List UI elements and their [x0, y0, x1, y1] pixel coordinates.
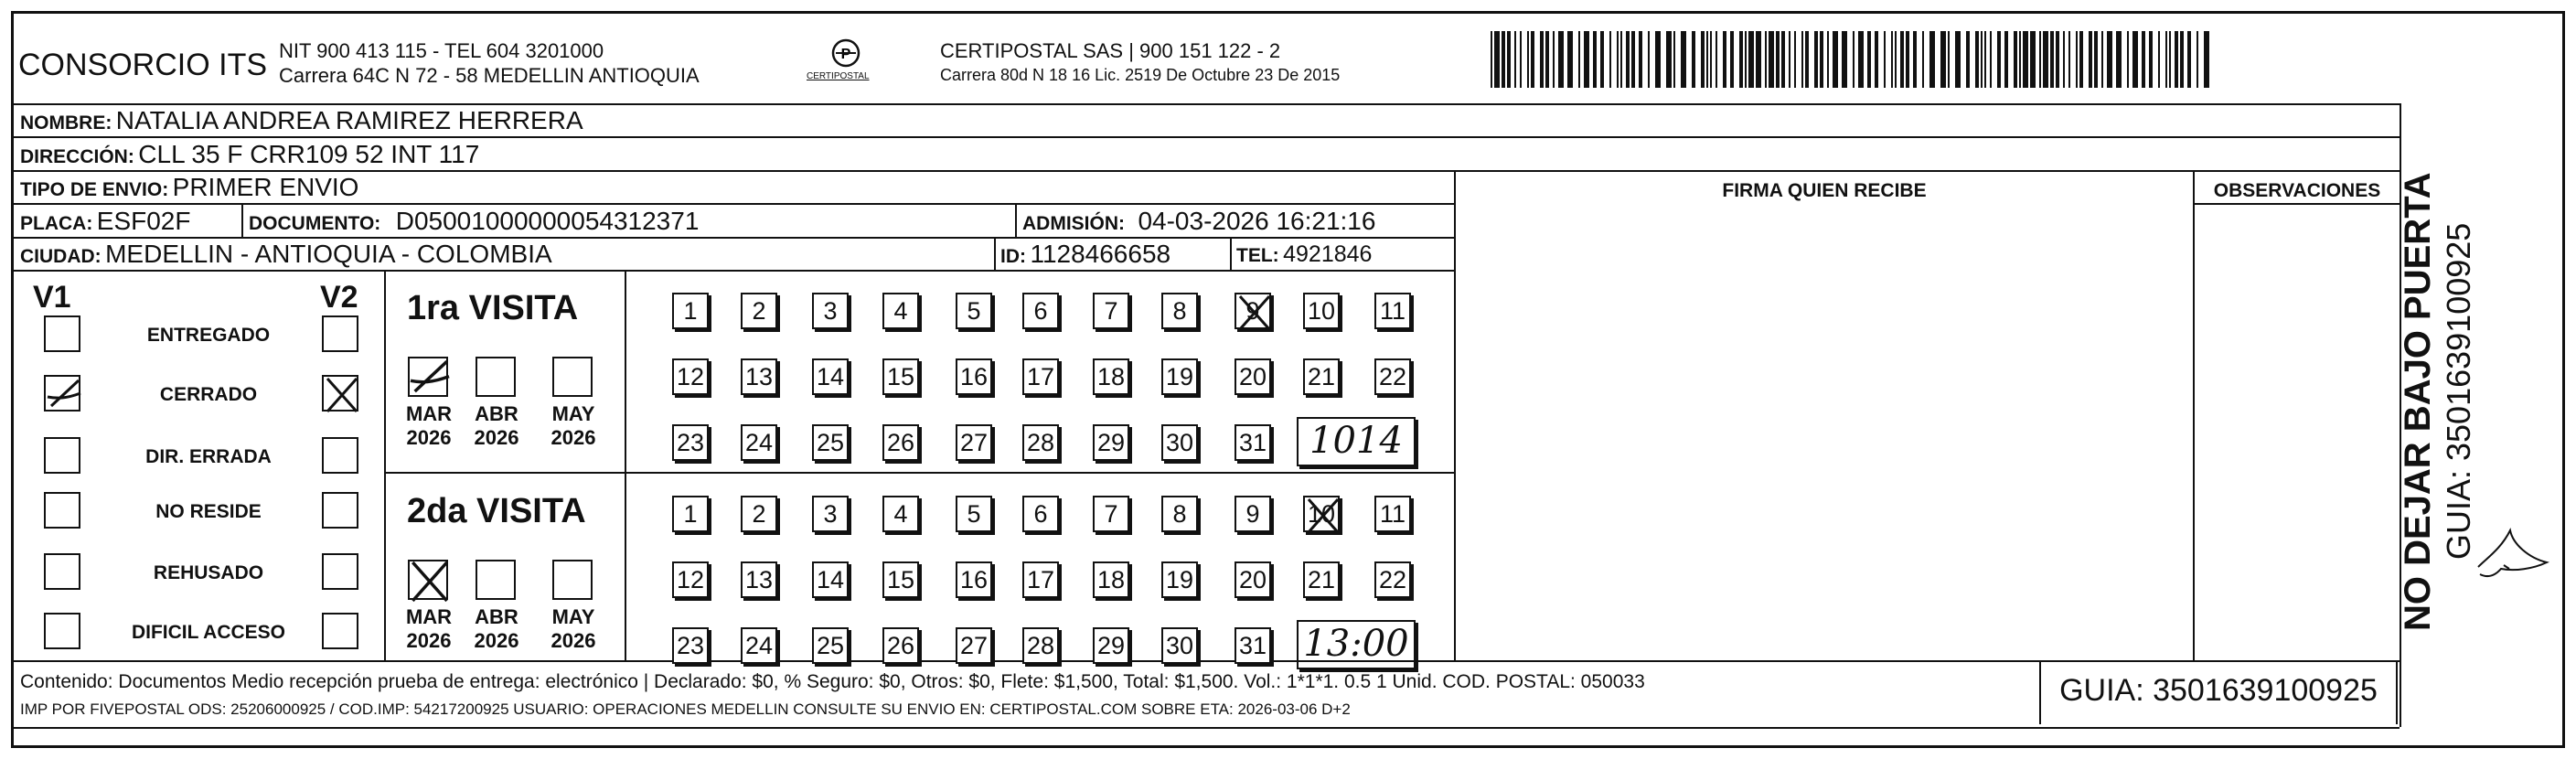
direccion-row: [20, 140, 479, 169]
carrier-info: [940, 38, 1340, 88]
day-box[interactable]: 3: [812, 496, 849, 532]
day-box[interactable]: 4: [882, 293, 919, 329]
rule: [1454, 170, 1456, 660]
status-label: ENTREGADO: [146, 325, 271, 346]
v2-header: V2: [320, 280, 358, 315]
status-v2-checkbox[interactable]: [322, 315, 358, 352]
month-name: MAY: [551, 402, 595, 425]
rule: [994, 237, 996, 270]
day-box[interactable]: 17: [1022, 358, 1059, 395]
day-box[interactable]: 24: [741, 424, 777, 461]
day-box[interactable]: 16: [956, 561, 992, 598]
tel-label: TEL:: [1236, 245, 1279, 266]
handwritten-time: 1014: [1297, 417, 1416, 466]
day-box[interactable]: 21: [1303, 358, 1340, 395]
status-v2-checkbox[interactable]: [322, 437, 358, 474]
warning-text: NO DEJAR BAJO PUERTA: [2398, 172, 2438, 631]
month-year: 2026: [550, 426, 596, 449]
day-box[interactable]: 28: [1022, 424, 1059, 461]
day-box[interactable]: 14: [812, 358, 849, 395]
day-box[interactable]: 9: [1235, 496, 1271, 532]
rule: [1015, 203, 1017, 237]
day-box[interactable]: 1: [672, 496, 709, 532]
status-v1-checkbox[interactable]: [44, 613, 80, 649]
status-v1-checkbox[interactable]: [44, 437, 80, 474]
company-name: CONSORCIO ITS: [18, 48, 268, 82]
logo-caption: CERTIPOSTAL: [807, 71, 870, 81]
month-checkbox[interactable]: [476, 357, 516, 397]
month-label: [465, 605, 529, 653]
side-guia: GUIA: 3501639100925: [2440, 222, 2477, 560]
svg-text:P: P: [840, 47, 851, 62]
month-checkbox[interactable]: [552, 560, 593, 600]
month-name: MAR: [405, 402, 453, 425]
month-year: 2026: [406, 629, 452, 652]
month-label: [541, 402, 605, 450]
day-box[interactable]: 20: [1235, 358, 1271, 395]
tipo-value: PRIMER ENVIO: [172, 173, 359, 201]
carrier-address: Carrera 80d N 18 16 Lic. 2519 De Octubre 23 De 2015: [940, 66, 1341, 84]
rule: [13, 103, 2400, 105]
rule: [13, 203, 1454, 205]
month-label: [465, 402, 529, 450]
rule: [1230, 237, 1232, 270]
day-box[interactable]: 4: [882, 496, 919, 532]
documento-value: D05001000000054312371: [395, 207, 700, 235]
day-box[interactable]: 3: [812, 293, 849, 329]
company-info: [279, 38, 700, 88]
day-box[interactable]: 25: [812, 424, 849, 461]
v1-header: V1: [33, 280, 71, 315]
company-nit: NIT 900 413 115 - TEL 604 3201000: [279, 39, 604, 62]
id-cell: [1000, 240, 1170, 269]
rule: [13, 270, 1454, 272]
month-checkbox[interactable]: [476, 560, 516, 600]
month-label: [397, 402, 461, 450]
company-address: Carrera 64C N 72 - 58 MEDELLIN ANTIOQUIA: [279, 64, 700, 87]
day-box[interactable]: 15: [882, 561, 919, 598]
month-label: [541, 605, 605, 653]
day-box[interactable]: 8: [1161, 293, 1198, 329]
rule: [625, 270, 626, 660]
status-label: DIFICIL ACCESO: [131, 622, 285, 643]
day-box[interactable]: 18: [1093, 561, 1129, 598]
day-box[interactable]: 31: [1235, 424, 1271, 461]
status-v2-checkbox[interactable]: [322, 553, 358, 590]
tipo-label: TIPO DE ENVIO:: [20, 179, 169, 200]
day-box[interactable]: 13: [741, 358, 777, 395]
day-box[interactable]: 10: [1303, 293, 1340, 329]
day-box[interactable]: 31: [1235, 627, 1271, 664]
status-v2-checkbox[interactable]: [322, 375, 358, 412]
handwritten-time: 13:00: [1297, 620, 1416, 669]
placa-value: ESF02F: [96, 207, 191, 235]
day-box[interactable]: 23: [672, 424, 709, 461]
status-label: REHUSADO: [153, 562, 264, 583]
nombre-row: [20, 106, 583, 135]
day-box[interactable]: 12: [672, 561, 709, 598]
status-label: CERRADO: [159, 384, 258, 405]
day-box[interactable]: 19: [1161, 358, 1198, 395]
status-v1-checkbox[interactable]: [44, 315, 80, 352]
day-box[interactable]: 26: [882, 627, 919, 664]
day-box[interactable]: 27: [956, 627, 992, 664]
month-checkbox[interactable]: [552, 357, 593, 397]
day-box[interactable]: 22: [1374, 358, 1411, 395]
nombre-value: NATALIA ANDREA RAMIREZ HERRERA: [115, 106, 583, 134]
certipostal-logo-icon: [805, 35, 887, 90]
barcode: [1491, 31, 2218, 88]
day-box[interactable]: 18: [1093, 358, 1129, 395]
day-box[interactable]: 5: [956, 293, 992, 329]
id-value: 1128466658: [1030, 240, 1171, 268]
nombre-label: NOMBRE:: [20, 112, 112, 134]
month-checkbox[interactable]: [408, 560, 448, 600]
month-year: 2026: [550, 629, 596, 652]
month-checkbox[interactable]: [408, 357, 448, 397]
day-box[interactable]: 29: [1093, 424, 1129, 461]
day-box[interactable]: 2: [741, 293, 777, 329]
status-v2-checkbox[interactable]: [322, 492, 358, 529]
tel-cell: [1236, 241, 1372, 268]
month-year: 2026: [474, 426, 519, 449]
day-box[interactable]: 17: [1022, 561, 1059, 598]
status-v1-checkbox[interactable]: [44, 492, 80, 529]
month-year: 2026: [406, 426, 452, 449]
rule: [2193, 203, 2400, 205]
day-box[interactable]: 24: [741, 627, 777, 664]
rule: [13, 136, 2400, 138]
day-box[interactable]: 28: [1022, 627, 1059, 664]
status-v1-checkbox[interactable]: [44, 375, 80, 412]
rule: [384, 270, 386, 660]
tel-value: 4921846: [1283, 241, 1373, 267]
day-box[interactable]: 1: [672, 293, 709, 329]
guia-number: GUIA: 3501639100925: [2039, 660, 2398, 724]
carrier-name: CERTIPOSTAL SAS | 900 151 122 - 2: [940, 39, 1281, 62]
day-box[interactable]: 21: [1303, 561, 1340, 598]
day-box[interactable]: 25: [812, 627, 849, 664]
rule: [13, 170, 2400, 172]
day-box[interactable]: 14: [812, 561, 849, 598]
ciudad-value: MEDELLIN - ANTIOQUIA - COLOMBIA: [105, 240, 552, 268]
rule: [13, 237, 1454, 239]
status-label: NO RESIDE: [155, 501, 262, 522]
day-box[interactable]: 30: [1161, 424, 1198, 461]
day-box[interactable]: 30: [1161, 627, 1198, 664]
day-box[interactable]: 23: [672, 627, 709, 664]
day-box[interactable]: 29: [1093, 627, 1129, 664]
documento-label: DOCUMENTO:: [249, 213, 381, 234]
day-box[interactable]: 15: [882, 358, 919, 395]
visit-title: 1ra VISITA: [407, 289, 579, 327]
day-box[interactable]: 6: [1022, 496, 1059, 532]
direccion-value: CLL 35 F CRR109 52 INT 117: [138, 140, 480, 168]
admision-cell: [1022, 207, 1375, 236]
month-name: MAR: [405, 605, 453, 628]
day-box[interactable]: 7: [1093, 293, 1129, 329]
month-label: [397, 605, 461, 653]
status-v2-checkbox[interactable]: [322, 613, 358, 649]
day-box[interactable]: 27: [956, 424, 992, 461]
day-box[interactable]: 2: [741, 496, 777, 532]
month-year: 2026: [474, 629, 519, 652]
signature-scribble: [2460, 494, 2560, 594]
rule: [2193, 170, 2195, 660]
placa-cell: [20, 207, 190, 236]
ciudad-label: CIUDAD:: [20, 246, 102, 267]
visit-title: 2da VISITA: [407, 492, 586, 530]
tipo-row: [20, 173, 358, 202]
content-summary: Contenido: Documentos Medio recepción prueba de entrega: electrónico | Declarado: $0, % Seguro: $0, Otros: $0, Flete: $1,500, Total: $1,500. Vol.: 1*1*1. 0.5 1 Unid. COD. POSTAL: 050033: [20, 671, 1645, 692]
day-box[interactable]: 8: [1161, 496, 1198, 532]
admision-label: ADMISIÓN:: [1022, 213, 1125, 234]
day-box[interactable]: 20: [1235, 561, 1271, 598]
day-box[interactable]: 12: [672, 358, 709, 395]
day-box[interactable]: 19: [1161, 561, 1198, 598]
day-box[interactable]: 5: [956, 496, 992, 532]
month-name: ABR: [475, 605, 518, 628]
month-name: ABR: [475, 402, 518, 425]
placa-label: PLACA:: [20, 213, 93, 234]
day-box[interactable]: 11: [1374, 496, 1411, 532]
documento-cell: [249, 207, 699, 236]
day-box[interactable]: 26: [882, 424, 919, 461]
rule: [241, 203, 243, 237]
day-box[interactable]: 22: [1374, 561, 1411, 598]
day-box[interactable]: 10: [1303, 496, 1340, 532]
firma-header: FIRMA QUIEN RECIBE: [1722, 180, 1927, 201]
day-box[interactable]: 7: [1093, 496, 1129, 532]
month-name: MAY: [551, 605, 595, 628]
print-info: IMP POR FIVEPOSTAL ODS: 25206000925 / COD.IMP: 54217200925 USUARIO: OPERACIONES MEDELLIN CONSULTE SU ENVIO EN: CERTIPOSTAL.COM SOBRE ETA: 2026-03-06 D+2: [20, 700, 1351, 718]
admision-value: 04-03-2026 16:21:16: [1138, 207, 1376, 235]
observaciones-header: OBSERVACIONES: [2213, 180, 2381, 201]
status-v1-checkbox[interactable]: [44, 553, 80, 590]
day-box[interactable]: 6: [1022, 293, 1059, 329]
id-label: ID:: [1000, 246, 1026, 267]
status-label: DIR. ERRADA: [145, 446, 272, 467]
day-box[interactable]: 13: [741, 561, 777, 598]
rule: [384, 472, 1454, 474]
ciudad-cell: [20, 240, 552, 269]
day-box[interactable]: 16: [956, 358, 992, 395]
direccion-label: DIRECCIÓN:: [20, 146, 134, 167]
rule: [13, 727, 2400, 729]
day-box[interactable]: 9: [1235, 293, 1271, 329]
day-box[interactable]: 11: [1374, 293, 1411, 329]
